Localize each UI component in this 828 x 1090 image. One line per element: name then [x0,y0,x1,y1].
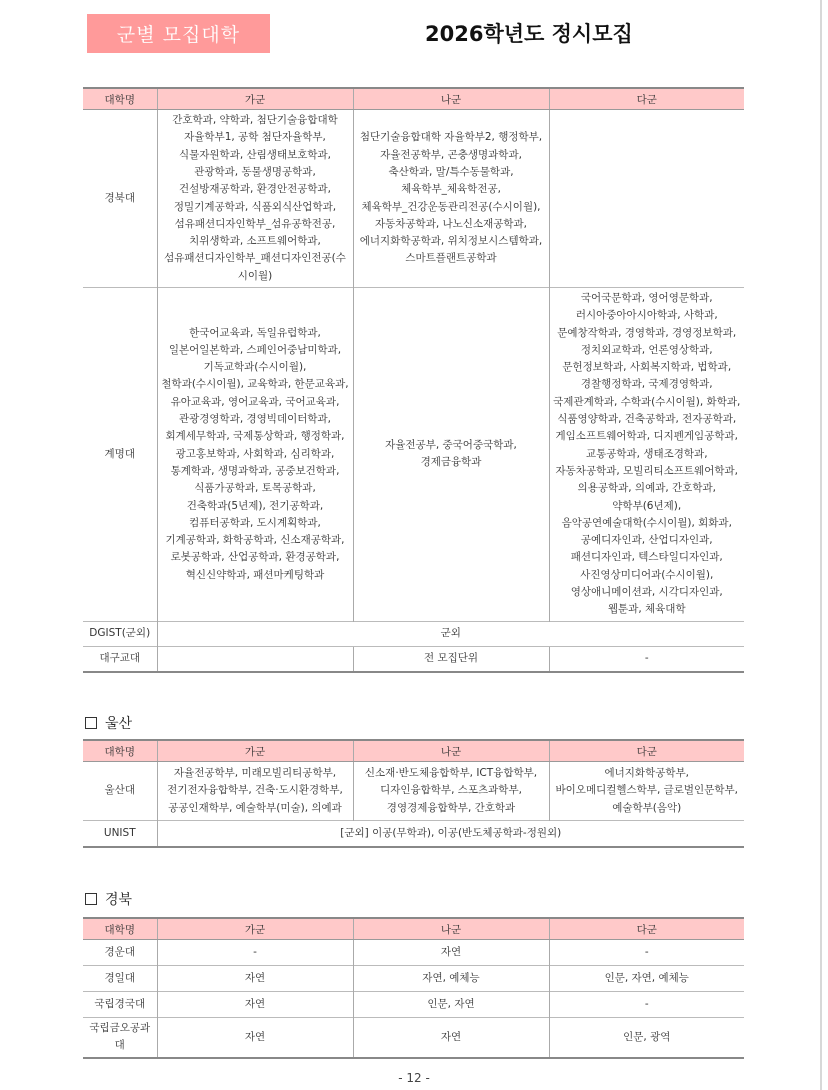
univ-name: 대구교대 [83,646,157,672]
cell-span: [군외] 이공(무학과), 이공(반도체공학과-정원외) [157,821,744,847]
table-row [83,992,744,1018]
cell-na: 자율전공부, 중국어중국학과, 경제금융학과 [353,288,549,622]
cell-da: - [549,940,744,966]
col-univ: 대학명 [83,918,157,940]
cell-ga: 자연 [157,966,353,992]
col-da: 다군 [549,918,744,940]
cell-na: 첨단기술융합대학 자율학부2, 행정학부, 자율전공학부, 곤충생명과학과, 축산학과, 말/특수동물학과, 체육학부_체육학전공, 체육학부_건강운동관리전공(수시이월), 자동차공학과, 나노신소재공학과, 에너지화학공학과, 위치정보시스템학과, 스마트플랜트공학과 [353,110,549,288]
cell-ga: 자율전공학부, 미래모빌리티공학부, 전기전자융합학부, 건축·도시환경학부, 공공인재학부, 예술학부(미술), 의예과 [157,762,353,821]
cell-da: 인문, 자연, 예체능 [549,966,744,992]
cell-na: 인문, 자연 [353,992,549,1018]
cell-span: 군외 [157,621,744,646]
section-heading-label: 울산 [105,716,133,732]
univ-name: 국립경국대 [83,992,157,1018]
table-header [83,918,744,940]
table-row [83,288,744,622]
cell-na: 전 모집단위 [353,646,549,672]
table-row [83,821,744,847]
section-heading-gyeongbuk [85,889,132,909]
col-da: 다군 [549,88,744,110]
col-na: 나군 [353,918,549,940]
col-ga: 가군 [157,740,353,762]
table-row [83,1018,744,1058]
daegu-table [83,87,744,673]
col-ga: 가군 [157,918,353,940]
section-heading-label: 경북 [105,892,133,908]
univ-name: 경북대 [83,110,157,288]
cell-na: 신소재·반도체융합학부, ICT융합학부, 디자인융합학부, 스포츠과학부, 경영경제융합학부, 간호학과 [353,762,549,821]
table-header [83,88,744,110]
cell-ga: 한국어교육과, 독일유럽학과, 일본어일본학과, 스페인어중남미학과, 기독교학과(수시이월), 철학과(수시이월), 교육학과, 한문교육과, 유아교육과, 영어교육과, 국어교육과, 관광경영학과, 경영빅데이터학과, 회계세무학과, 국제통상학과, 행정학과, 광고홍보학과, 사회학과, 심리학과, 통계학과, 생명과학과, 공중보건학과, 식품가공학과, 토목공학과, 건축학과(5년제), 전기공학과, 컴퓨터공학과, 도시계획학과, 기계공학과, 화학공학과, 신소재공학과, 로봇공학과, 산업공학과, 환경공학과, 혁신신약학과, 패션마케팅학과 [157,288,353,622]
univ-name: DGIST(군외) [83,621,157,646]
cell-ga: 간호학과, 약학과, 첨단기술융합대학 자율학부1, 공학 첨단자율학부, 식물자원학과, 산림생태보호학과, 관광학과, 동물생명공학과, 건설방재공학과, 환경안전공학과, 정밀기계공학과, 식품외식산업학과, 섬유패션디자인학부_섬유공학전공, 치위생학과, 소프트웨어학과, 섬유패션디자인학부_패션디자인전공(수 시이월) [157,110,353,288]
checkbox-square-icon [85,717,97,729]
section-heading-ulsan [85,713,132,733]
univ-name: UNIST [83,821,157,847]
cell-ga [157,646,353,672]
cell-da [549,110,744,288]
ulsan-table [83,739,744,848]
univ-name: 경일대 [83,966,157,992]
table-row [83,110,744,288]
cell-ga: 자연 [157,992,353,1018]
table-row [83,621,744,646]
checkbox-square-icon [85,893,97,905]
cell-ga: 자연 [157,1018,353,1058]
cell-da: 에너지화학공학부, 바이오메디컬헬스학부, 글로벌인문학부, 예술학부(음악) [549,762,744,821]
col-na: 나군 [353,740,549,762]
univ-name: 국립금오공과 대 [83,1018,157,1058]
col-da: 다군 [549,740,744,762]
table-row [83,966,744,992]
page-title: 2026학년도 정시모집 [425,22,633,46]
gyeongbuk-table [83,917,744,1059]
cell-na: 자연 [353,1018,549,1058]
univ-name: 경운대 [83,940,157,966]
cell-na: 자연 [353,940,549,966]
col-univ: 대학명 [83,88,157,110]
col-univ: 대학명 [83,740,157,762]
cell-da: 국어국문학과, 영어영문학과, 러시아중아아시아학과, 사학과, 문예창작학과, 경영학과, 경영정보학과, 정치외교학과, 언론영상학과, 문헌정보학과, 사회복지학과, 법학과, 경찰행정학과, 국제경영학과, 국제관계학과, 수학과(수시이월), 화학과, 식품영양학과, 건축공학과, 전자공학과, 게임소프트웨어학과, 디지펜게임공학과, 교통공학과, 생태조경학과, 자동차공학과, 모빌리티소프트웨어학과, 의용공학과, 의예과, 간호학과, 약학부(6년제), 음악공연예술대학(수시이월), 회화과, 공예디자인과, 산업디자인과, 패션디자인과, 텍스타일디자인과, 사진영상미디어과(수시이월), 영상애니메이션과, 시각디자인과, 웹툰과, 체육대학 [549,288,744,622]
univ-name: 계명대 [83,288,157,622]
univ-name: 울산대 [83,762,157,821]
cell-ga: - [157,940,353,966]
page-edge [820,0,822,1090]
cell-da: - [549,992,744,1018]
table-row [83,646,744,672]
table-header [83,740,744,762]
table-row [83,940,744,966]
section-badge: 군별 모집대학 [87,14,270,53]
cell-da: 인문, 광역 [549,1018,744,1058]
table-row [83,762,744,821]
cell-na: 자연, 예체능 [353,966,549,992]
cell-da: - [549,646,744,672]
page-number: - 12 - [398,1071,430,1085]
col-na: 나군 [353,88,549,110]
col-ga: 가군 [157,88,353,110]
